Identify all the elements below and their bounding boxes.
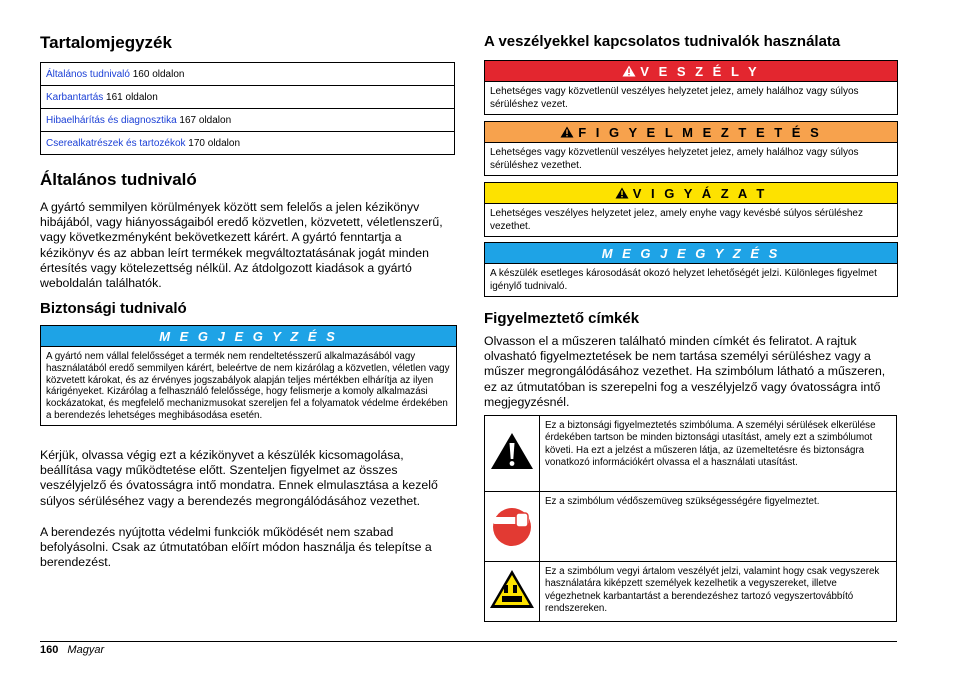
- toc-link-troubleshooting[interactable]: Hibaelhárítás és diagnosztika: [46, 114, 177, 126]
- toc-link-general[interactable]: Általános tudnivaló: [46, 68, 130, 80]
- caution-label: V I G Y Á Z A T: [632, 185, 768, 201]
- toc-row: [41, 63, 455, 86]
- chemical-hazard-icon: [489, 569, 535, 609]
- table-row: [485, 562, 897, 622]
- toc-page: 170 oldalon: [188, 137, 241, 149]
- toc-page: 160 oldalon: [132, 68, 185, 80]
- warning-triangle-icon: [490, 432, 534, 470]
- symbol-text: Ez a biztonsági figyelmeztetés szimbóluma. A személyi sérülések elkerülése érdekében tartson be minden biztonsági utasítást, amely ezt a szimbólumot követi. Ha ezt a jelzést a műszeren látja, az üzemeltetésre és biztonságra vonatkozó információkért olvassa el a használati utasítást.: [540, 416, 897, 492]
- symbol-text: Ez a szimbólum védőszemüveg szükségességére figyelmeztet.: [540, 492, 897, 562]
- footer-language: Magyar: [67, 644, 105, 656]
- notice-label: M E G J E G Y Z É S: [41, 326, 456, 347]
- paragraph-protection: A berendezés nyújtotta védelmi funkciók működését nem szabad befolyásolni. Csak az útmutatóban előírt módon használja és telepítse a berendezést.: [40, 525, 432, 570]
- symbol-table: [484, 415, 897, 622]
- toc-page: 161 oldalon: [106, 91, 158, 103]
- toc-page: 167 oldalon: [179, 114, 232, 126]
- table-row: [485, 416, 897, 492]
- toc-link-maintenance[interactable]: Karbantartás: [46, 91, 104, 103]
- toc-title: Tartalomjegyzék: [40, 33, 172, 52]
- safety-title: Biztonsági tudnivaló: [40, 300, 187, 317]
- warning-triangle-icon: [560, 126, 574, 138]
- labels-title: Figyelmeztető címkék: [484, 310, 640, 327]
- notice-text: A gyártó nem vállal felelősséget a termék nem rendeltetésszerű alkalmazásából vagy használatából eredő semmilyen kárért, beleértve de nem kizárólag a közvetlen, véletlen vagy közvetett károkat, és az érvényes jogszabályok alapján teljes mértékben elhárítja az ilyen kárigényeket. Kizárólag a felhasználó felelőssége, hogy felismerje a komoly alkalmazási kockázatokat, és megfelelő mechanizmusokat szereljen fel a folyamatok védelme érdekében a berendezés lehetséges meghibásodása esetén.: [46, 351, 450, 421]
- hazard-title: A veszélyekkel kapcsolatos tudnivalók használata: [484, 33, 841, 50]
- safety-goggles-icon: [490, 499, 534, 549]
- toc-row: [41, 86, 455, 109]
- notice-text-right: A készülék esetleges károsodását okozó helyzet lehetőségét jelzi. Különleges figyelmet igénylő tudnivaló.: [490, 268, 877, 292]
- footer: [40, 644, 104, 656]
- symbol-text: Ez a szimbólum vegyi ártalom veszélyét jelzi, valamint hogy csak vegyszerek használatára kiképzett személyek kezelhetik a vegyszereket, illetve végezhetnek karbantartást a berendezéshez tartozó vegyszertovábbító rendszereken.: [540, 562, 897, 622]
- caution-text: Lehetséges veszélyes helyzetet jelez, amely enyhe vagy kevésbé súlyos sérüléshez vezethet.: [490, 208, 863, 232]
- warning-label: F I G Y E L M E Z T E T É S: [578, 124, 822, 140]
- warning-triangle-icon: [615, 187, 629, 199]
- page-number: 160: [40, 644, 59, 656]
- general-title: Általános tudnivaló: [40, 170, 197, 189]
- notice-box: [40, 325, 457, 426]
- notice-label-right: M E G J E G Y Z É S: [485, 243, 897, 264]
- warning-triangle-icon: [622, 65, 636, 77]
- table-of-contents: [40, 62, 455, 155]
- general-text: A gyártó semmilyen körülmények között sem felelős a jelen kézikönyv hibájából, vagy hiányosságaiból eredő közvetlen, közvetett, véletlenszerű, vagy következményként bekövetkezett kárért. A gyártó fenntartja a kézikönyv és az abban leírt termékek megváltoztatásának jogát minden értesítés vagy kötelezettség nélkül. Az átdolgozott kiadások a gyártó weboldalán találhatók.: [40, 200, 443, 291]
- toc-link-parts[interactable]: Cserealkatrészek és tartozékok: [46, 137, 186, 149]
- warning-text: Lehetséges vagy közvetlenül veszélyes helyzetet jelez, amely halálhoz vagy súlyos sérüléshez vezethet.: [490, 147, 859, 171]
- footer-divider: [40, 641, 897, 642]
- labels-text: Olvasson el a műszeren található minden címkét és feliratot. A rajtuk olvasható figyelmeztetések be nem tartása személyi sérüléshez vagy a műszer megrongálódásához vezethet. Ha szimbólum látható a műszeren, ez az útmutatóban is szerepelni fog a veszélyjelző vagy óvatosságra intő megjegyzésnél.: [484, 334, 886, 409]
- toc-row: [41, 109, 455, 132]
- warning-box: [484, 121, 898, 176]
- table-row: [485, 492, 897, 562]
- danger-label: V E S Z É L Y: [640, 63, 760, 79]
- caution-box: [484, 182, 898, 237]
- danger-text: Lehetséges vagy közvetlenül veszélyes helyzetet jelez, amely halálhoz vagy súlyos sérüléshez vezet.: [490, 86, 859, 110]
- paragraph-read-manual: Kérjük, olvassa végig ezt a kézikönyvet a készülék kicsomagolása, beállítása vagy működtetése előtt. Szenteljen figyelmet az összes veszélyjelző és óvatosságra intő mondatra. Ennek elmulasztása a kezelő súlyos sérüléséhez vagy a berendezés megrongálódásához vezethet.: [40, 448, 438, 508]
- toc-row: [41, 132, 455, 155]
- notice-box-right: [484, 242, 898, 297]
- danger-box: [484, 60, 898, 115]
